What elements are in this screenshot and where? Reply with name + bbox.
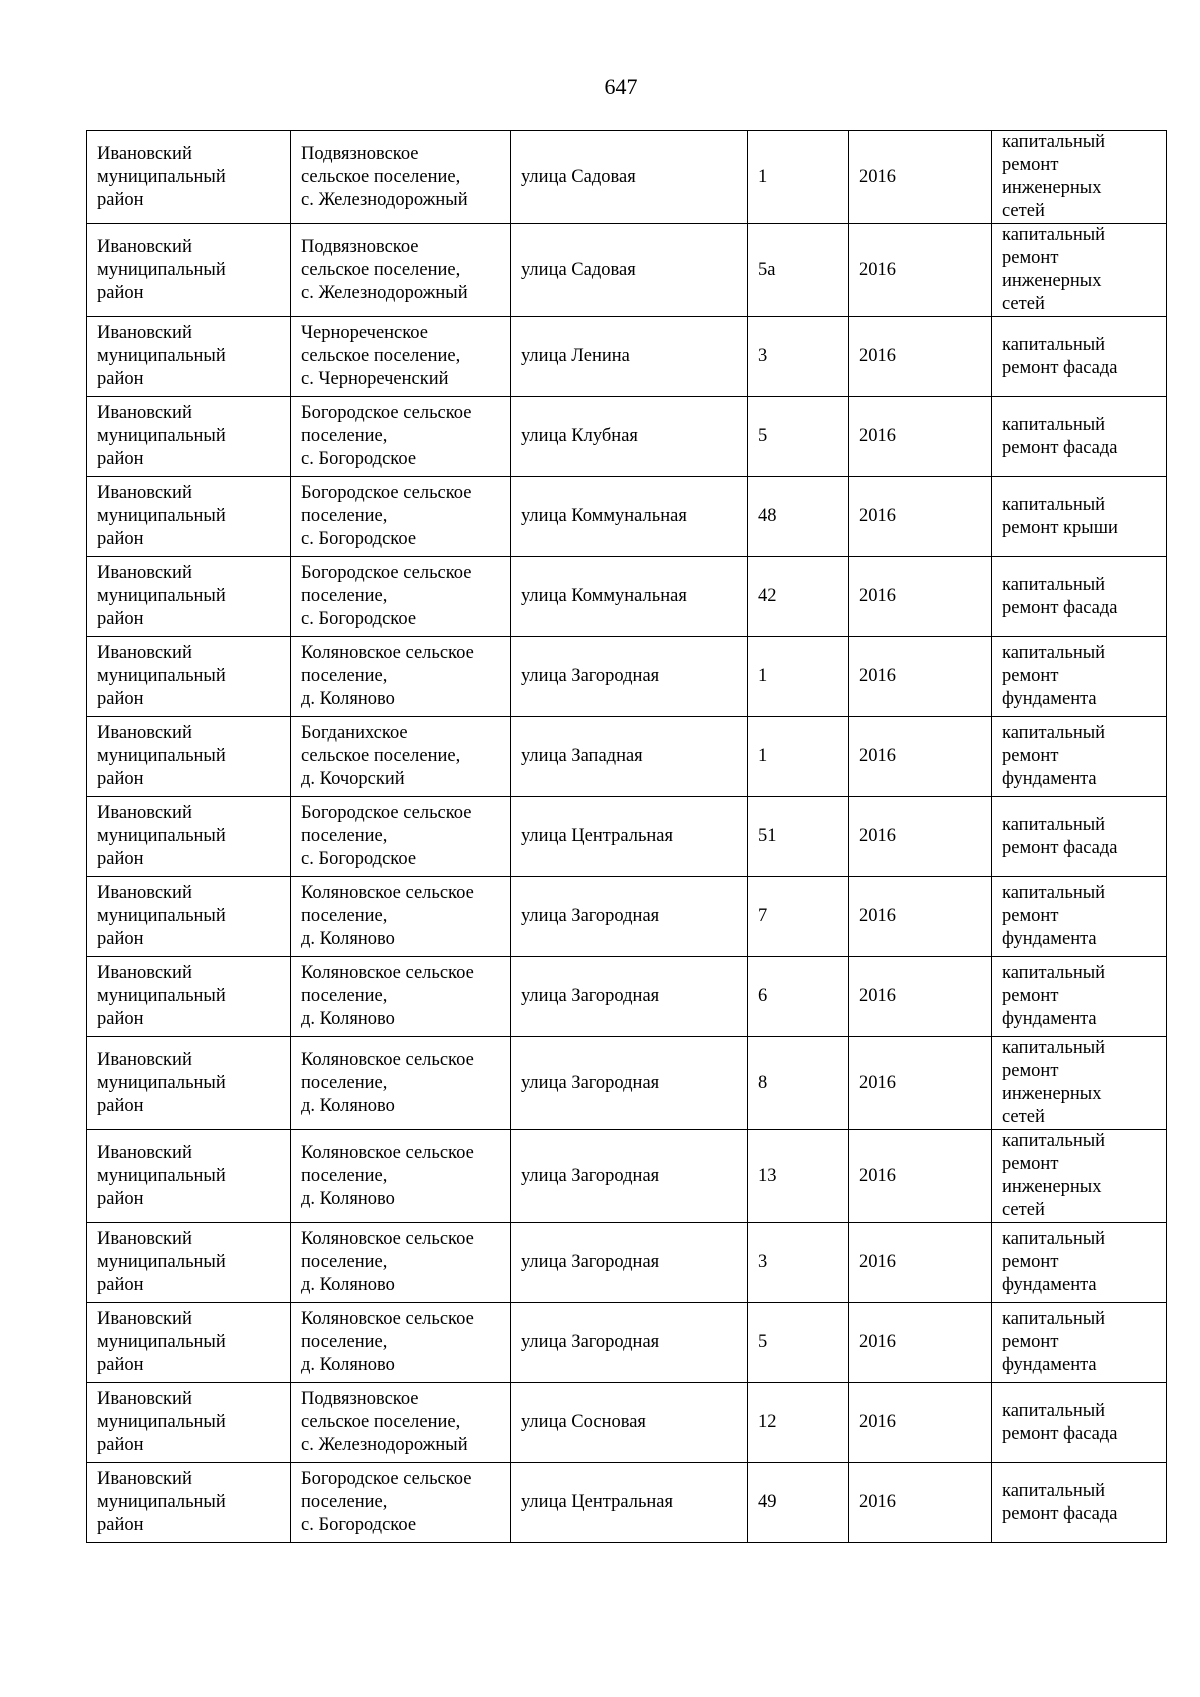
table-row (87, 1037, 1167, 1130)
street-cell: улица Сосновая (511, 1383, 748, 1463)
table-row (87, 957, 1167, 1037)
district-cell: Ивановский муниципальный район (87, 877, 291, 957)
house-cell: 3 (748, 1223, 849, 1303)
table-row (87, 224, 1167, 317)
settlement-cell: Коляновское сельское поселение, д. Коляново (291, 1303, 511, 1383)
district-cell: Ивановский муниципальный район (87, 1223, 291, 1303)
year-cell: 2016 (849, 717, 992, 797)
table-row (87, 1130, 1167, 1223)
house-cell: 51 (748, 797, 849, 877)
table-row (87, 877, 1167, 957)
district-cell: Ивановский муниципальный район (87, 637, 291, 717)
settlement-cell: Подвязновское сельское поселение, с. Железнодорожный (291, 131, 511, 224)
district-cell: Ивановский муниципальный район (87, 397, 291, 477)
district-cell: Ивановский муниципальный район (87, 957, 291, 1037)
house-cell: 1 (748, 717, 849, 797)
house-cell: 1 (748, 637, 849, 717)
street-cell: улица Загородная (511, 877, 748, 957)
work-type-cell: капитальный ремонт инженерных сетей (992, 131, 1167, 224)
table-row (87, 1383, 1167, 1463)
street-cell: улица Ленина (511, 317, 748, 397)
house-cell: 5а (748, 224, 849, 317)
year-cell: 2016 (849, 131, 992, 224)
year-cell: 2016 (849, 1037, 992, 1130)
district-cell: Ивановский муниципальный район (87, 1303, 291, 1383)
table-row (87, 1223, 1167, 1303)
street-cell: улица Клубная (511, 397, 748, 477)
table-row (87, 797, 1167, 877)
table-row (87, 557, 1167, 637)
settlement-cell: Коляновское сельское поселение, д. Коляново (291, 1130, 511, 1223)
district-cell: Ивановский муниципальный район (87, 717, 291, 797)
work-type-cell: капитальный ремонт инженерных сетей (992, 1037, 1167, 1130)
street-cell: улица Садовая (511, 131, 748, 224)
work-type-cell: капитальный ремонт фасада (992, 1463, 1167, 1543)
settlement-cell: Коляновское сельское поселение, д. Коляново (291, 637, 511, 717)
settlement-cell: Богородское сельское поселение, с. Богородское (291, 477, 511, 557)
table-row (87, 637, 1167, 717)
work-type-cell: капитальный ремонт фундамента (992, 717, 1167, 797)
year-cell: 2016 (849, 224, 992, 317)
settlement-cell: Богданихское сельское поселение, д. Кочорский (291, 717, 511, 797)
work-type-cell: капитальный ремонт фундамента (992, 1303, 1167, 1383)
house-cell: 13 (748, 1130, 849, 1223)
house-cell: 5 (748, 397, 849, 477)
year-cell: 2016 (849, 637, 992, 717)
district-cell: Ивановский муниципальный район (87, 1463, 291, 1543)
district-cell: Ивановский муниципальный район (87, 1383, 291, 1463)
house-cell: 5 (748, 1303, 849, 1383)
house-cell: 6 (748, 957, 849, 1037)
street-cell: улица Центральная (511, 1463, 748, 1543)
settlement-cell: Богородское сельское поселение, с. Богородское (291, 1463, 511, 1543)
settlement-cell: Коляновское сельское поселение, д. Коляново (291, 1223, 511, 1303)
street-cell: улица Загородная (511, 1130, 748, 1223)
settlement-cell: Богородское сельское поселение, с. Богородское (291, 557, 511, 637)
settlement-cell: Коляновское сельское поселение, д. Коляново (291, 957, 511, 1037)
district-cell: Ивановский муниципальный район (87, 797, 291, 877)
district-cell: Ивановский муниципальный район (87, 1037, 291, 1130)
street-cell: улица Садовая (511, 224, 748, 317)
table-body (87, 131, 1167, 1543)
year-cell: 2016 (849, 1303, 992, 1383)
house-cell: 42 (748, 557, 849, 637)
year-cell: 2016 (849, 557, 992, 637)
year-cell: 2016 (849, 1383, 992, 1463)
table-row (87, 317, 1167, 397)
work-type-cell: капитальный ремонт фасада (992, 797, 1167, 877)
house-cell: 12 (748, 1383, 849, 1463)
settlement-cell: Богородское сельское поселение, с. Богородское (291, 797, 511, 877)
street-cell: улица Коммунальная (511, 477, 748, 557)
street-cell: улица Загородная (511, 637, 748, 717)
year-cell: 2016 (849, 397, 992, 477)
work-type-cell: капитальный ремонт фундамента (992, 877, 1167, 957)
street-cell: улица Западная (511, 717, 748, 797)
house-cell: 49 (748, 1463, 849, 1543)
table-row (87, 1303, 1167, 1383)
district-cell: Ивановский муниципальный район (87, 131, 291, 224)
settlement-cell: Подвязновское сельское поселение, с. Железнодорожный (291, 1383, 511, 1463)
repair-table (86, 130, 1167, 1543)
year-cell: 2016 (849, 877, 992, 957)
table-row (87, 131, 1167, 224)
work-type-cell: капитальный ремонт инженерных сетей (992, 224, 1167, 317)
settlement-cell: Богородское сельское поселение, с. Богородское (291, 397, 511, 477)
year-cell: 2016 (849, 317, 992, 397)
house-cell: 1 (748, 131, 849, 224)
work-type-cell: капитальный ремонт инженерных сетей (992, 1130, 1167, 1223)
street-cell: улица Загородная (511, 1223, 748, 1303)
street-cell: улица Загородная (511, 1037, 748, 1130)
work-type-cell: капитальный ремонт фундамента (992, 957, 1167, 1037)
street-cell: улица Загородная (511, 957, 748, 1037)
settlement-cell: Коляновское сельское поселение, д. Коляново (291, 877, 511, 957)
work-type-cell: капитальный ремонт крыши (992, 477, 1167, 557)
settlement-cell: Подвязновское сельское поселение, с. Железнодорожный (291, 224, 511, 317)
work-type-cell: капитальный ремонт фундамента (992, 637, 1167, 717)
table-row (87, 1463, 1167, 1543)
house-cell: 8 (748, 1037, 849, 1130)
work-type-cell: капитальный ремонт фасада (992, 1383, 1167, 1463)
work-type-cell: капитальный ремонт фасада (992, 317, 1167, 397)
district-cell: Ивановский муниципальный район (87, 224, 291, 317)
year-cell: 2016 (849, 1463, 992, 1543)
year-cell: 2016 (849, 797, 992, 877)
house-cell: 48 (748, 477, 849, 557)
year-cell: 2016 (849, 477, 992, 557)
settlement-cell: Коляновское сельское поселение, д. Коляново (291, 1037, 511, 1130)
work-type-cell: капитальный ремонт фасада (992, 397, 1167, 477)
district-cell: Ивановский муниципальный район (87, 317, 291, 397)
house-cell: 3 (748, 317, 849, 397)
district-cell: Ивановский муниципальный район (87, 1130, 291, 1223)
page-number: 647 (604, 74, 638, 99)
district-cell: Ивановский муниципальный район (87, 477, 291, 557)
table-row (87, 717, 1167, 797)
street-cell: улица Центральная (511, 797, 748, 877)
work-type-cell: капитальный ремонт фасада (992, 557, 1167, 637)
year-cell: 2016 (849, 1223, 992, 1303)
year-cell: 2016 (849, 1130, 992, 1223)
street-cell: улица Коммунальная (511, 557, 748, 637)
work-type-cell: капитальный ремонт фундамента (992, 1223, 1167, 1303)
house-cell: 7 (748, 877, 849, 957)
year-cell: 2016 (849, 957, 992, 1037)
table-row (87, 477, 1167, 557)
district-cell: Ивановский муниципальный район (87, 557, 291, 637)
table-row (87, 397, 1167, 477)
settlement-cell: Чернореченское сельское поселение, с. Чернореченский (291, 317, 511, 397)
street-cell: улица Загородная (511, 1303, 748, 1383)
